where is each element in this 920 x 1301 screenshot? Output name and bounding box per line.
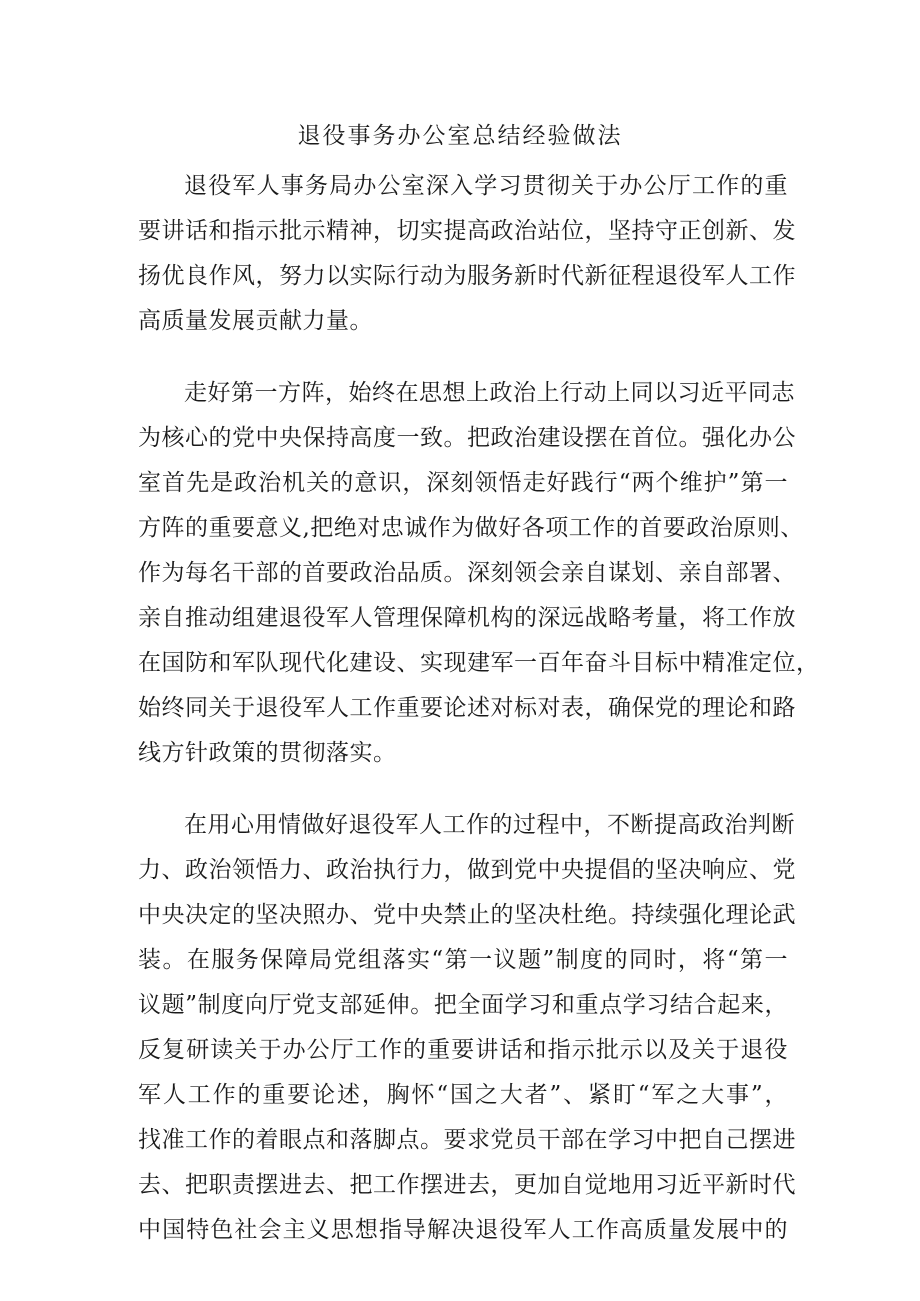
paragraph-line: 反复研读关于办公厅工作的重要讲话和指示批示以及关于退役 bbox=[138, 1037, 788, 1063]
paragraph-spacer bbox=[138, 344, 788, 371]
paragraph-line: 力、政治领悟力、政治执行力，做到党中央提倡的坚决响应、党 bbox=[138, 857, 796, 883]
paragraph-3 bbox=[138, 803, 796, 1253]
paragraph-line: 作为每名干部的首要政治品质。深刻领会亲自谋划、亲自部署、 bbox=[138, 560, 796, 586]
paragraph-line: 在用心用情做好退役军人工作的过程中，不断提高政治判断 bbox=[184, 812, 795, 838]
document-body bbox=[138, 164, 820, 1253]
paragraph-line: 室首先是政治机关的意识，深刻领悟走好践行“两个维护”第一 bbox=[138, 470, 788, 496]
paragraph-line: 找准工作的着眼点和落脚点。要求党员干部在学习中把自己摆进 bbox=[138, 1127, 796, 1153]
paragraph-line: 去、把职责摆进去、把工作摆进去，更加自觉地用习近平新时代 bbox=[138, 1172, 796, 1198]
paragraph-line: 中国特色社会主义思想指导解决退役军人工作高质量发展中的 bbox=[138, 1217, 788, 1243]
paragraph-line: 高质量发展贡献力量。 bbox=[138, 308, 373, 334]
paragraph-line: 始终同关于退役军人工作重要论述对标对表，确保党的理论和路 bbox=[138, 695, 796, 721]
paragraph-line: 方阵的重要意义,把绝对忠诚作为做好各项工作的首要政治原则、 bbox=[138, 515, 804, 541]
paragraph-line: 走好第一方阵，始终在思想上政治上行动上同以习近平同志 bbox=[184, 380, 795, 406]
paragraph-line: 亲自推动组建退役军人管理保障机构的深远战略考量，将工作放 bbox=[138, 605, 796, 631]
paragraph-1 bbox=[138, 164, 796, 344]
paragraph-line: 装。在服务保障局党组落实“第一议题”制度的同时，将“第一 bbox=[138, 947, 788, 973]
paragraph-line: 为核心的党中央保持高度一致。把政治建设摆在首位。强化办公 bbox=[138, 425, 796, 451]
paragraph-line: 线方针政策的贯彻落实。 bbox=[138, 740, 397, 766]
paragraph-line: 扬优良作风，努力以实际行动为服务新时代新征程退役军人工作 bbox=[138, 263, 796, 289]
paragraph-line: 中央决定的坚决照办、党中央禁止的坚决杜绝。持续强化理论武 bbox=[138, 902, 796, 928]
paragraph-line: 议题”制度向厅党支部延伸。把全面学习和重点学习结合起来， bbox=[138, 992, 788, 1018]
paragraph-2 bbox=[138, 371, 820, 776]
paragraph-line: 在国防和军队现代化建设、实现建军一百年奋斗目标中精准定位， bbox=[138, 650, 820, 676]
document-title: 退役事务办公室总结经验做法 bbox=[297, 123, 623, 149]
paragraph-line: 军人工作的重要论述，胸怀“国之大者”、紧盯“军之大事”， bbox=[138, 1082, 788, 1108]
paragraph-spacer bbox=[138, 776, 788, 803]
paragraph-line: 退役军人事务局办公室深入学习贯彻关于办公厅工作的重 bbox=[184, 173, 788, 199]
paragraph-line: 要讲话和指示批示精神，切实提高政治站位，坚持守正创新、发 bbox=[138, 218, 796, 244]
